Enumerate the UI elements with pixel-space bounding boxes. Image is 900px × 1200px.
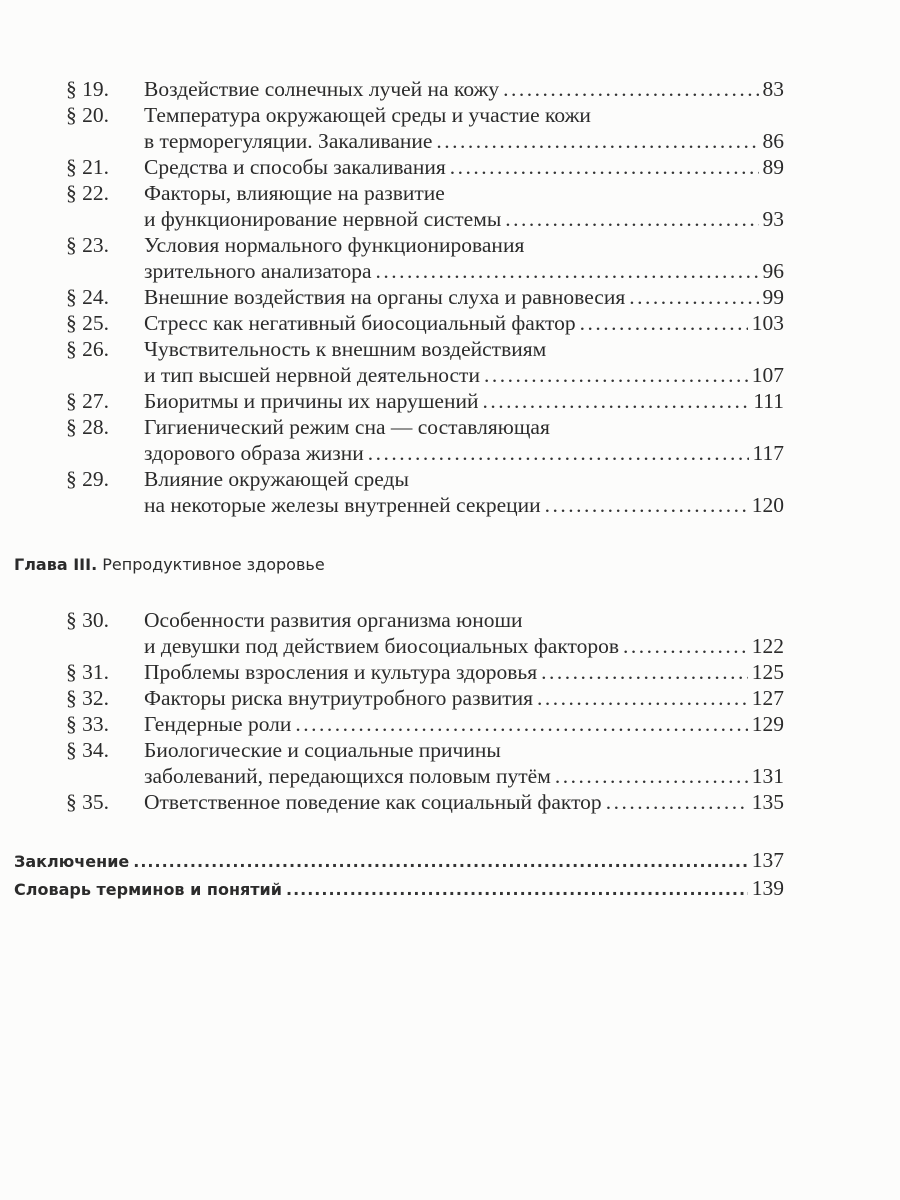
entry-body xyxy=(144,284,784,310)
toc-entry xyxy=(66,310,784,336)
toc-entry xyxy=(66,659,784,685)
entry-body xyxy=(144,388,784,414)
entry-body xyxy=(144,659,784,685)
section-number: § 31. xyxy=(66,660,109,684)
section-number: § 33. xyxy=(66,712,109,736)
dot-leader xyxy=(482,388,749,414)
entry-line xyxy=(144,466,784,492)
entry-body xyxy=(144,102,784,154)
entry-body xyxy=(144,607,784,659)
entry-body xyxy=(144,336,784,388)
toc-entry xyxy=(66,737,784,789)
entry-line xyxy=(144,154,784,180)
entry-title-text: и функционирование нервной системы xyxy=(144,207,502,231)
entry-title-text: Условия нормального функционирования xyxy=(144,233,525,257)
section-number: § 30. xyxy=(66,608,109,632)
chapter-heading xyxy=(14,555,325,574)
toc-section-1 xyxy=(66,76,784,518)
section-number: § 34. xyxy=(66,738,109,762)
dot-leader xyxy=(450,154,759,180)
dot-leader xyxy=(436,128,758,154)
dot-leader xyxy=(505,206,758,232)
section-number: § 29. xyxy=(66,467,109,491)
entry-title-text: Ответственное поведение как социальный фактор xyxy=(144,790,602,814)
toc-entry xyxy=(66,711,784,737)
entry-body xyxy=(144,180,784,232)
entry-line xyxy=(144,659,784,685)
entry-line xyxy=(144,232,784,258)
toc-entry xyxy=(66,284,784,310)
toc-entry xyxy=(66,232,784,284)
toc-entry xyxy=(66,607,784,659)
entry-line xyxy=(144,180,784,206)
dot-leader xyxy=(537,685,748,711)
entry-title-text: зрительного анализатора xyxy=(144,259,372,283)
entry-line xyxy=(144,440,784,466)
entry-title-text: и тип высшей нервной деятельности xyxy=(144,363,480,387)
entry-line xyxy=(144,206,784,232)
entry-line xyxy=(144,102,784,128)
section-number: § 35. xyxy=(66,790,109,814)
entry-line xyxy=(144,711,784,737)
page-number: 139 xyxy=(751,876,784,900)
page-number: 111 xyxy=(753,389,784,413)
entry-line xyxy=(144,284,784,310)
entry-title-text: Биологические и социальные причины xyxy=(144,738,501,762)
entry-body xyxy=(144,711,784,737)
entry-title-text: Факторы риска внутриутробного развития xyxy=(144,686,534,710)
entry-body xyxy=(144,466,784,518)
entry-body xyxy=(144,154,784,180)
entry-body xyxy=(144,737,784,789)
entry-line xyxy=(144,492,784,518)
dot-leader xyxy=(545,492,748,518)
toc-entry xyxy=(66,336,784,388)
page-number: 129 xyxy=(751,712,784,736)
page-number: 122 xyxy=(751,634,784,658)
entry-line xyxy=(144,128,784,154)
section-number: § 32. xyxy=(66,686,109,710)
entry-title-text: в терморегуляции. Закаливание xyxy=(144,129,433,153)
entry-title-text: здорового образа жизни xyxy=(144,441,364,465)
chapter-title: Репродуктивное здоровье xyxy=(102,555,325,574)
toc-entry xyxy=(66,180,784,232)
entry-title-text: заболеваний, передающихся половым путём xyxy=(144,764,551,788)
final-entry xyxy=(14,847,784,875)
chapter-prefix: Глава III. xyxy=(14,555,98,574)
entry-title-text: Биоритмы и причины их нарушений xyxy=(144,389,479,413)
dot-leader xyxy=(555,763,748,789)
entry-title-text: Словарь терминов и понятий xyxy=(14,880,282,899)
entry-title-text: Проблемы взросления и культура здоровья xyxy=(144,660,538,684)
toc-entry xyxy=(66,789,784,815)
entry-title-text: Гигиенический режим сна — составляющая xyxy=(144,415,550,439)
entry-line xyxy=(144,789,784,815)
dot-leader xyxy=(376,258,759,284)
dot-leader xyxy=(484,362,748,388)
toc-entry xyxy=(66,685,784,711)
section-number: § 19. xyxy=(66,77,109,101)
entry-title-text: на некоторые железы внутренней секреции xyxy=(144,493,541,517)
entry-line xyxy=(144,336,784,362)
page-number: 107 xyxy=(751,363,784,387)
entry-title-text: Влияние окружающей среды xyxy=(144,467,409,491)
section-number: § 23. xyxy=(66,233,109,257)
toc-entry xyxy=(66,76,784,102)
page-number: 93 xyxy=(762,207,784,231)
entry-title-text: Особенности развития организма юноши xyxy=(144,608,523,632)
page-number: 120 xyxy=(751,493,784,517)
toc-entry xyxy=(66,414,784,466)
page-number: 89 xyxy=(762,155,784,179)
page-number: 135 xyxy=(751,790,784,814)
entry-line xyxy=(144,362,784,388)
page-number: 99 xyxy=(762,285,784,309)
dot-leader xyxy=(629,284,758,310)
entry-body xyxy=(144,310,784,336)
section-number: § 25. xyxy=(66,311,109,335)
final-entry xyxy=(14,875,784,903)
section-number: § 24. xyxy=(66,285,109,309)
page-number: 103 xyxy=(751,311,784,335)
toc-final-section xyxy=(14,847,784,903)
page-number: 125 xyxy=(751,660,784,684)
toc-section-2 xyxy=(66,607,784,815)
entry-line xyxy=(144,763,784,789)
dot-leader xyxy=(606,789,748,815)
toc-entry xyxy=(66,388,784,414)
entry-line xyxy=(144,607,784,633)
section-number: § 27. xyxy=(66,389,109,413)
entry-title-text: Стресс как негативный биосоциальный фактор xyxy=(144,311,576,335)
entry-line xyxy=(144,414,784,440)
entry-line xyxy=(144,388,784,414)
dot-leader xyxy=(503,76,758,102)
dot-leader xyxy=(133,849,748,875)
entry-body xyxy=(144,232,784,284)
page-number: 127 xyxy=(751,686,784,710)
section-number: § 21. xyxy=(66,155,109,179)
entry-title-text: Гендерные роли xyxy=(144,712,292,736)
entry-title-text: Факторы, влияющие на развитие xyxy=(144,181,445,205)
dot-leader xyxy=(295,711,747,737)
entry-title-text: Заключение xyxy=(14,852,130,871)
section-number: § 28. xyxy=(66,415,109,439)
entry-title-text: Внешние воздействия на органы слуха и равновесия xyxy=(144,285,626,309)
entry-line xyxy=(144,633,784,659)
section-number: § 22. xyxy=(66,181,109,205)
page-number: 83 xyxy=(762,77,784,101)
entry-body xyxy=(144,414,784,466)
page-number: 96 xyxy=(762,259,784,283)
dot-leader xyxy=(286,877,748,903)
entry-line xyxy=(144,76,784,102)
entry-line xyxy=(144,258,784,284)
entry-title-text: и девушки под действием биосоциальных факторов xyxy=(144,634,619,658)
section-number: § 26. xyxy=(66,337,109,361)
page-number: 86 xyxy=(762,129,784,153)
entry-body xyxy=(144,685,784,711)
dot-leader xyxy=(580,310,748,336)
dot-leader xyxy=(541,659,748,685)
dot-leader xyxy=(368,440,749,466)
page-number: 131 xyxy=(751,764,784,788)
entry-line xyxy=(144,310,784,336)
section-number: § 20. xyxy=(66,103,109,127)
dot-leader xyxy=(623,633,748,659)
entry-body xyxy=(144,789,784,815)
entry-title-text: Воздействие солнечных лучей на кожу xyxy=(144,77,500,101)
entry-line xyxy=(144,685,784,711)
toc-entry xyxy=(66,154,784,180)
toc-entry xyxy=(66,102,784,154)
entry-line xyxy=(144,737,784,763)
toc-entry xyxy=(66,466,784,518)
entry-title-text: Температура окружающей среды и участие кожи xyxy=(144,103,591,127)
page-number: 117 xyxy=(752,441,784,465)
entry-title-text: Средства и способы закаливания xyxy=(144,155,446,179)
entry-title-text: Чувствительность к внешним воздействиям xyxy=(144,337,547,361)
entry-body xyxy=(144,76,784,102)
page-number: 137 xyxy=(751,848,784,872)
